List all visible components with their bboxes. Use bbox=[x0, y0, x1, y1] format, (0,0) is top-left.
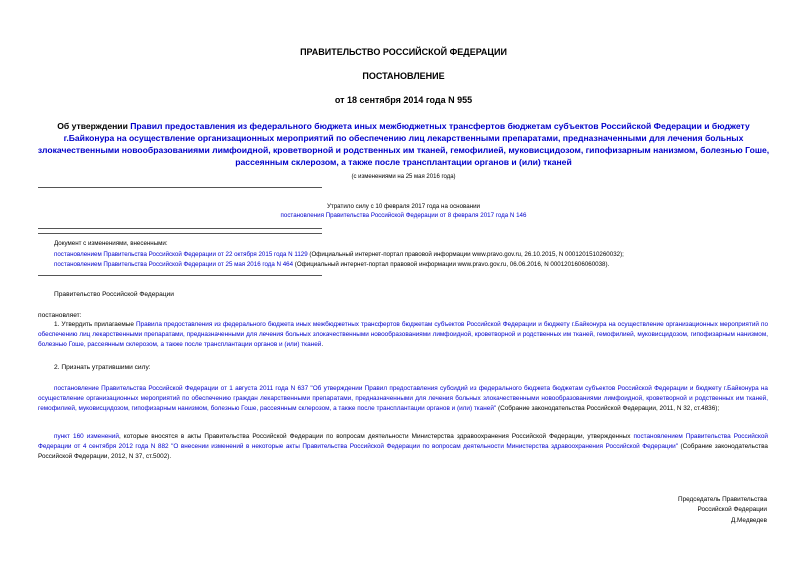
title-prefix: Об утверждении bbox=[57, 121, 131, 131]
divider bbox=[38, 187, 322, 188]
paragraph-1-text: 1. Утвердить прилагаемые bbox=[54, 321, 136, 328]
amendment-note: (с изменениями на 25 мая 2016 года) bbox=[351, 174, 456, 180]
issuing-body: Правительство Российской Федерации bbox=[54, 291, 174, 298]
title-rules-link[interactable]: Правил предоставления из федерального бюджета иных межбюджетных трансфертов бюджетам субъектов Российской Федерации и бюджету г.Байконура на осуществление организационных мероприятий по обеспечению лиц лекарственными препаратами, предназначенными для лечения больных злокачественными новообразованиями лимфоидной, кроветворной и родственных им тканей, гемофилией, муковисцидозом, гипофизарным нанизмом, болезнью Гоше, рассеянным склерозом, а также после трансплантации органов и (или) тканей bbox=[37, 121, 770, 167]
repealed-item-text: , которые вносятся в акты Правительства Российской Федерации по вопросам деятельности Министерства здравоохранения Российской Федерации, утвержденных bbox=[118, 433, 634, 440]
approved-rules-link[interactable]: Правила предоставления из федерального бюджета иных межбюджетных трансфертов бюджетам субъектов Российской Федерации и бюджету г.Байконура на осуществление организационных мероприятий по обеспечению лиц лекарственными препаратами, предназначенными для лечения больных злокачественными новообразованиями лимфоидной, кроветворной и родственных им тканей, гемофилией, муковисцидозом, гипофизарным нанизмом, болезнью Гоше, рассеянным склерозом, а также после трансплантации органов и (или) тканей bbox=[38, 321, 768, 348]
organization-heading: ПРАВИТЕЛЬСТВО РОССИЙСКОЙ ФЕДЕРАЦИИ bbox=[300, 47, 507, 57]
divider bbox=[38, 275, 322, 276]
document-title bbox=[36, 120, 771, 168]
expiry-basis-link[interactable]: постановления Правительства Российской Федерации от 8 февраля 2017 года N 146 bbox=[280, 212, 527, 219]
repealed-decree-source: (Собрание законодательства Российской Федерации, 2011, N 32, ст.4836); bbox=[496, 405, 720, 412]
document-date-number: от 18 сентября 2014 года N 955 bbox=[334, 95, 473, 105]
paragraph-1-end: . bbox=[321, 341, 324, 348]
paragraph-2: 2. Признать утратившими силу: bbox=[54, 364, 151, 371]
change-item-link[interactable]: постановлением Правительства Российской Федерации от 25 мая 2016 года N 464 bbox=[54, 261, 294, 268]
changes-heading: Документ с изменениями, внесенными: bbox=[54, 240, 168, 247]
decrees-label: постановляет: bbox=[38, 312, 82, 319]
signatory-name: Д.Медведев bbox=[730, 517, 767, 524]
change-item bbox=[54, 261, 774, 268]
change-item-link[interactable]: постановлением Правительства Российской Федерации от 22 октября 2015 года N 1129 bbox=[54, 251, 308, 258]
paragraph-1 bbox=[38, 320, 768, 350]
amending-decree-source: (Собрание законодательства Российской Федерации, 2012, N 37, ст.5002). bbox=[38, 443, 768, 460]
paragraph-repealed-2 bbox=[38, 432, 768, 462]
amending-decree-link[interactable]: постановлением Правительства Российской Федерации от 4 сентября 2012 года N 882 "О внесении изменений в некоторые акты Правительства Российской Федерации по вопросам деятельности Министерства здравоохранения Российской Федерации" bbox=[38, 433, 768, 450]
repealed-decree-link[interactable]: постановление Правительства Российской Федерации от 1 августа 2011 года N 637 "Об утверждении Правил предоставления субсидий из федерального бюджета бюджетам субъектов Российской Федерации и бюджету г.Байконура на осуществление организационных мероприятий по обеспечению граждан лекарственными препаратами, предназначенными для лечения больных злокачественными новообразованиями лимфоидной, кроветворной и родственных им тканей, гемофилией, муковисцидозом, гипофизарным нанизмом, болезнью Гоше, рассеянным склерозом, а также после трансплантации органов и (или) тканей" bbox=[38, 385, 768, 412]
change-item-text: (Официальный интернет-портал правовой информации www.pravo.gov.ru, 26.10.2015, N 0001201510260032); bbox=[307, 251, 624, 258]
signatory-title-cont: Российской Федерации bbox=[697, 506, 767, 513]
change-item-text: (Официальный интернет-портал правовой информации www.pravo.gov.ru, 06.06.2016, N 0001201606060038). bbox=[293, 261, 610, 268]
document-type-heading: ПОСТАНОВЛЕНИЕ bbox=[362, 71, 445, 81]
repealed-item-link[interactable]: пункт 160 изменений bbox=[54, 433, 119, 440]
paragraph-repealed-1 bbox=[38, 384, 768, 414]
change-item bbox=[54, 251, 774, 258]
divider bbox=[38, 233, 322, 234]
expiry-notice: Утратило силу с 10 февраля 2017 года на основании bbox=[326, 203, 481, 210]
divider bbox=[38, 228, 322, 229]
signatory-title: Председатель Правительства bbox=[678, 496, 767, 503]
